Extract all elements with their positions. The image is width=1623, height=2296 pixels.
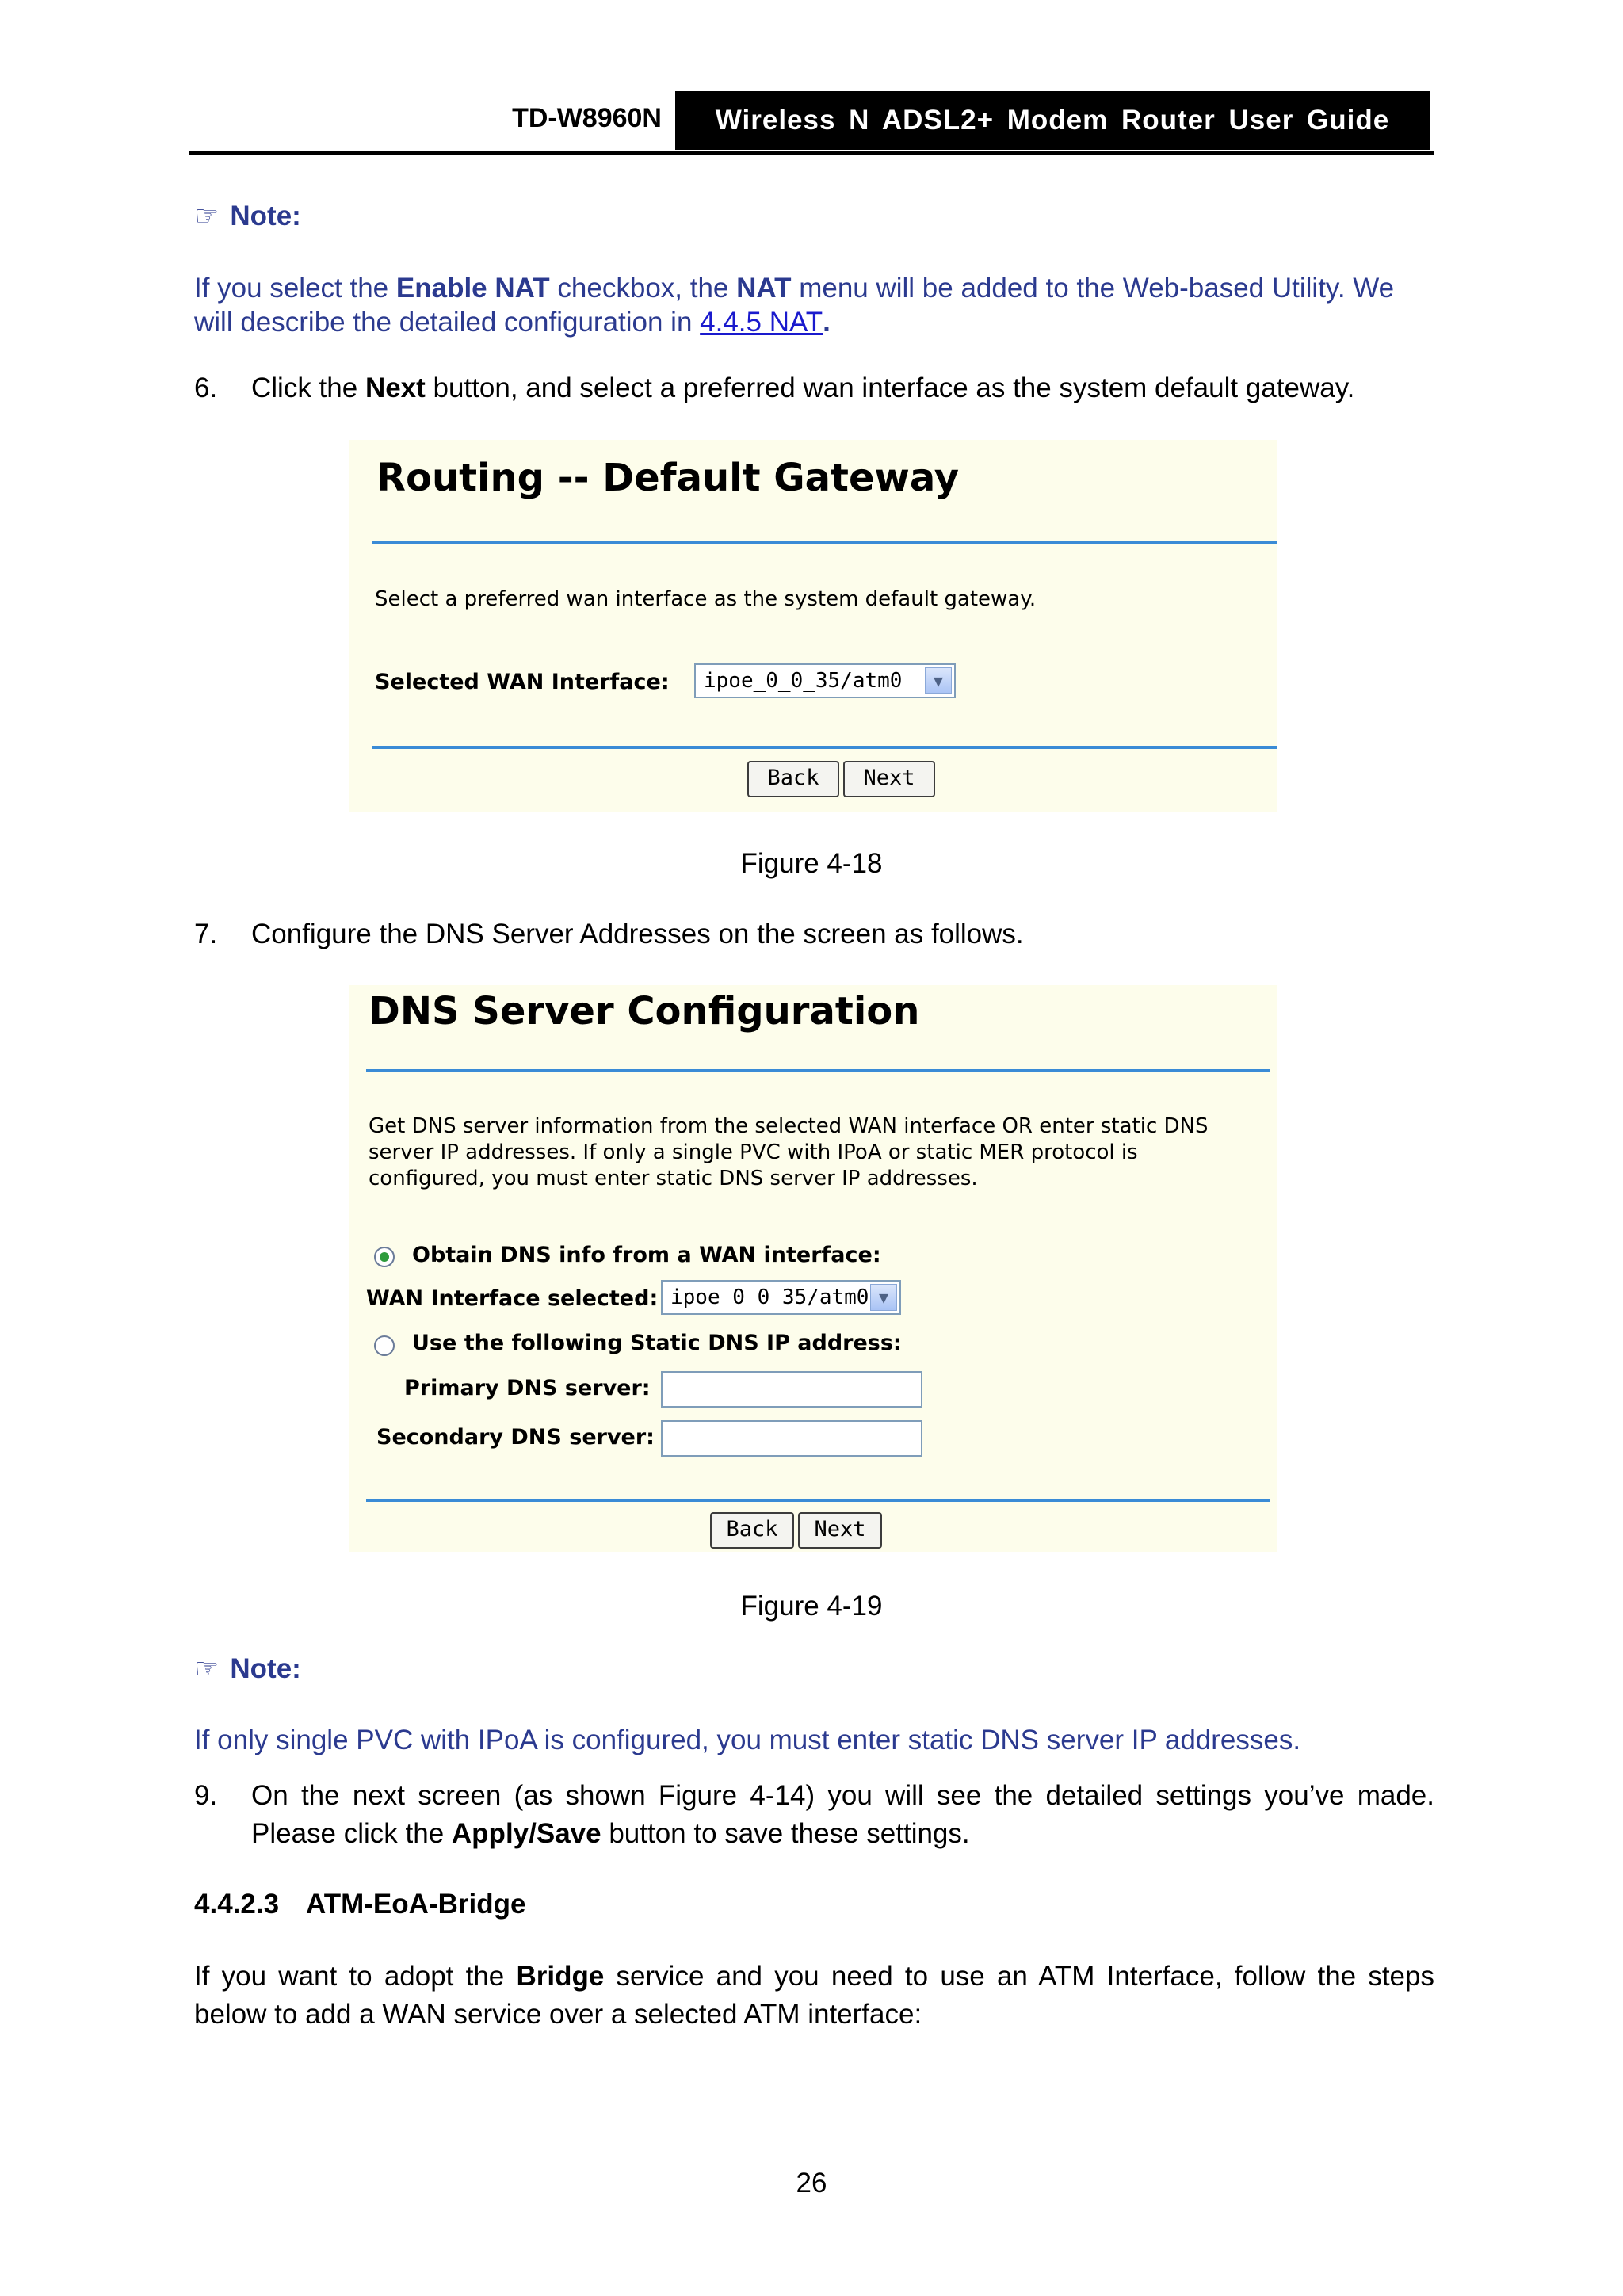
divider bbox=[366, 1499, 1270, 1502]
document-model: TD-W8960N bbox=[512, 103, 662, 133]
instruction-text: Get DNS server information from the selected WAN interface OR enter static DNS server IP addresses. If only a single PVC with IPoA or static MER protocol is configured, you must enter static DNS server IP addresses. bbox=[369, 1114, 1209, 1190]
obtain-dns-radio[interactable] bbox=[374, 1247, 395, 1267]
step-7: 7. Configure the DNS Server Addresses on the screen as follows. bbox=[194, 919, 1024, 949]
divider bbox=[372, 541, 1277, 544]
back-button[interactable]: Back bbox=[747, 761, 839, 797]
step-6: 6. Click the Next button, and select a preferred wan interface as the system default gateway. bbox=[194, 372, 1355, 403]
divider bbox=[372, 746, 1277, 749]
figure-caption: Figure 4-18 bbox=[740, 848, 883, 879]
routing-default-gateway-panel bbox=[349, 440, 1277, 812]
back-button[interactable]: Back bbox=[710, 1512, 794, 1549]
radio-selected-dot bbox=[380, 1252, 389, 1262]
step-9: 9. On the next screen (as shown Figure 4-14) you will see the detailed settings you’ve made. Please click the Apply/Save button to save these settings. bbox=[194, 1780, 1434, 1849]
header-rule bbox=[189, 151, 1434, 155]
panel-title: Routing -- Default Gateway bbox=[376, 456, 960, 500]
secondary-dns-label: Secondary DNS server: bbox=[376, 1425, 655, 1450]
next-button[interactable]: Next bbox=[798, 1512, 882, 1549]
dns-server-configuration-panel bbox=[349, 985, 1277, 1552]
next-button[interactable]: Next bbox=[843, 761, 935, 797]
primary-dns-label: Primary DNS server: bbox=[404, 1376, 651, 1400]
static-dns-label: Use the following Static DNS IP address: bbox=[412, 1331, 902, 1355]
divider bbox=[366, 1069, 1270, 1072]
note-text: If you select the Enable NAT checkbox, the NAT menu will be added to the Web-based Utility. We will describe the detailed configuration in 4.4.5 NAT. bbox=[194, 273, 1395, 338]
pointing-hand-icon: ☞ bbox=[194, 201, 220, 232]
chevron-down-icon: ▼ bbox=[870, 1284, 897, 1311]
wan-interface-select[interactable]: ipoe_0_0_35/atm0 ▼ bbox=[661, 1280, 901, 1315]
selected-wan-interface-label: Selected WAN Interface: bbox=[375, 670, 670, 694]
primary-dns-input[interactable] bbox=[661, 1371, 922, 1408]
pointing-hand-icon: ☞ bbox=[194, 1653, 220, 1685]
note-heading: ☞ Note: bbox=[194, 1653, 301, 1685]
obtain-dns-label: Obtain DNS info from a WAN interface: bbox=[412, 1243, 881, 1267]
note-heading: ☞ Note: bbox=[194, 201, 301, 232]
panel-title: DNS Server Configuration bbox=[369, 989, 920, 1033]
note-text: If only single PVC with IPoA is configured, you must enter static DNS server IP addresses. bbox=[194, 1725, 1301, 1755]
section-paragraph: If you want to adopt the Bridge service and you need to use an ATM Interface, follow the steps below to add a WAN service over a selected ATM interface: bbox=[194, 1961, 1434, 2030]
instruction-text: Select a preferred wan interface as the system default gateway. bbox=[375, 587, 1037, 611]
section-heading: 4.4.2.3 ATM-EoA-Bridge bbox=[194, 1889, 526, 1920]
nat-section-link[interactable]: 4.4.5 NAT bbox=[700, 307, 823, 338]
static-dns-radio[interactable] bbox=[374, 1335, 395, 1356]
wan-interface-select[interactable]: ipoe_0_0_35/atm0 ▼ bbox=[694, 663, 956, 698]
chevron-down-icon: ▼ bbox=[925, 667, 952, 694]
wan-interface-selected-label: WAN Interface selected: bbox=[366, 1286, 659, 1311]
figure-caption: Figure 4-19 bbox=[740, 1591, 883, 1622]
page-number: 26 bbox=[796, 2168, 827, 2199]
guide-title: Wireless N ADSL2+ Modem Router User Guide bbox=[675, 91, 1430, 150]
secondary-dns-input[interactable] bbox=[661, 1420, 922, 1457]
